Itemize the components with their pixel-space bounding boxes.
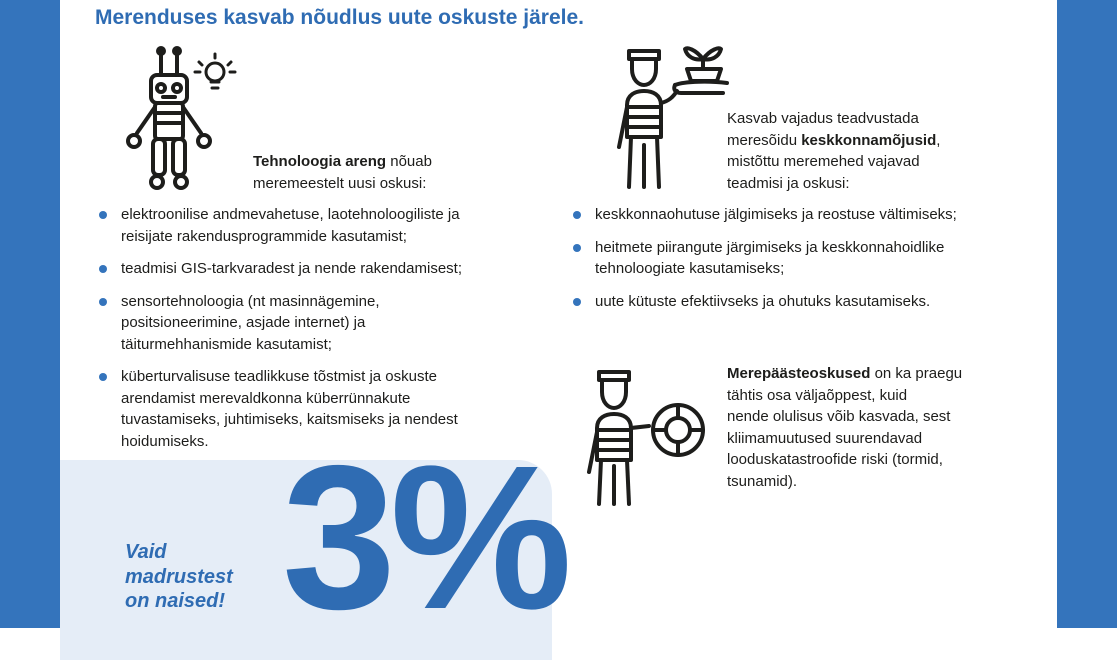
stat-caption: Vaid madrustest on naised! — [125, 541, 233, 612]
env-intro: Kasvab vajadus teadvustada meresõidu keskkonnamõjusid, mistõttu meremehed vajavad teadmisi ja oskusi: — [727, 110, 941, 192]
sailor-plant-icon — [615, 27, 735, 192]
right-blue-border — [1057, 0, 1117, 628]
stat-value: 3% — [282, 423, 567, 652]
list-item: teadmisi GIS-tarkvaradest ja nende rakendamisest; — [97, 258, 547, 280]
list-item: elektroonilise andmevahetuse, laotehnoloogiliste ja reisijate rakendusprogrammide kasutamist; — [97, 204, 547, 247]
tech-intro: Tehnoloogia areng nõuab meremeestelt uusi oskusi: — [253, 153, 432, 192]
tech-list — [97, 204, 547, 452]
page-title: Merenduses kasvab nõudlus uute oskuste järele. — [95, 6, 584, 29]
list-item: uute kütuste efektiivseks ja ohutuks kasutamiseks. — [571, 291, 1051, 313]
sailor-lifebuoy-icon — [585, 368, 710, 508]
env-bold: keskkonnamõjusid — [801, 131, 937, 149]
rescue-paragraph: Merepäästeoskused on ka praegu tähtis osa väljaõppest, kuid nende olulisus võib kasvada, sest kliimamuutused suurendavad looduskatastroofide riski (tormid, tsunamid). — [727, 365, 963, 490]
tech-bold: Tehnoloogia areng — [253, 153, 387, 170]
lightbulb-icon — [193, 50, 238, 98]
list-item: sensortehnoloogia (nt masinnägemine, positsioneerimine, asjade internet) ja täiturmehhanismide kasutamist; — [97, 291, 547, 356]
list-item: heitmete piirangute järgimiseks ja keskkonnahoidlike tehnoloogiate kasutamiseks; — [571, 237, 1051, 280]
left-blue-border — [0, 0, 60, 628]
env-list — [571, 204, 1051, 312]
list-item: küberturvalisuse teadlikkuse tõstmist ja oskuste arendamist merevaldkonna küberrünnakute tuvastamiseks, juhtimiseks, kaitsmiseks ja nendest hoidumiseks. — [97, 366, 547, 452]
list-item: keskkonnaohutuse jälgimiseks ja reostuse vältimiseks; — [571, 204, 1051, 226]
rescue-bold: Merepäästeoskused — [727, 365, 871, 382]
